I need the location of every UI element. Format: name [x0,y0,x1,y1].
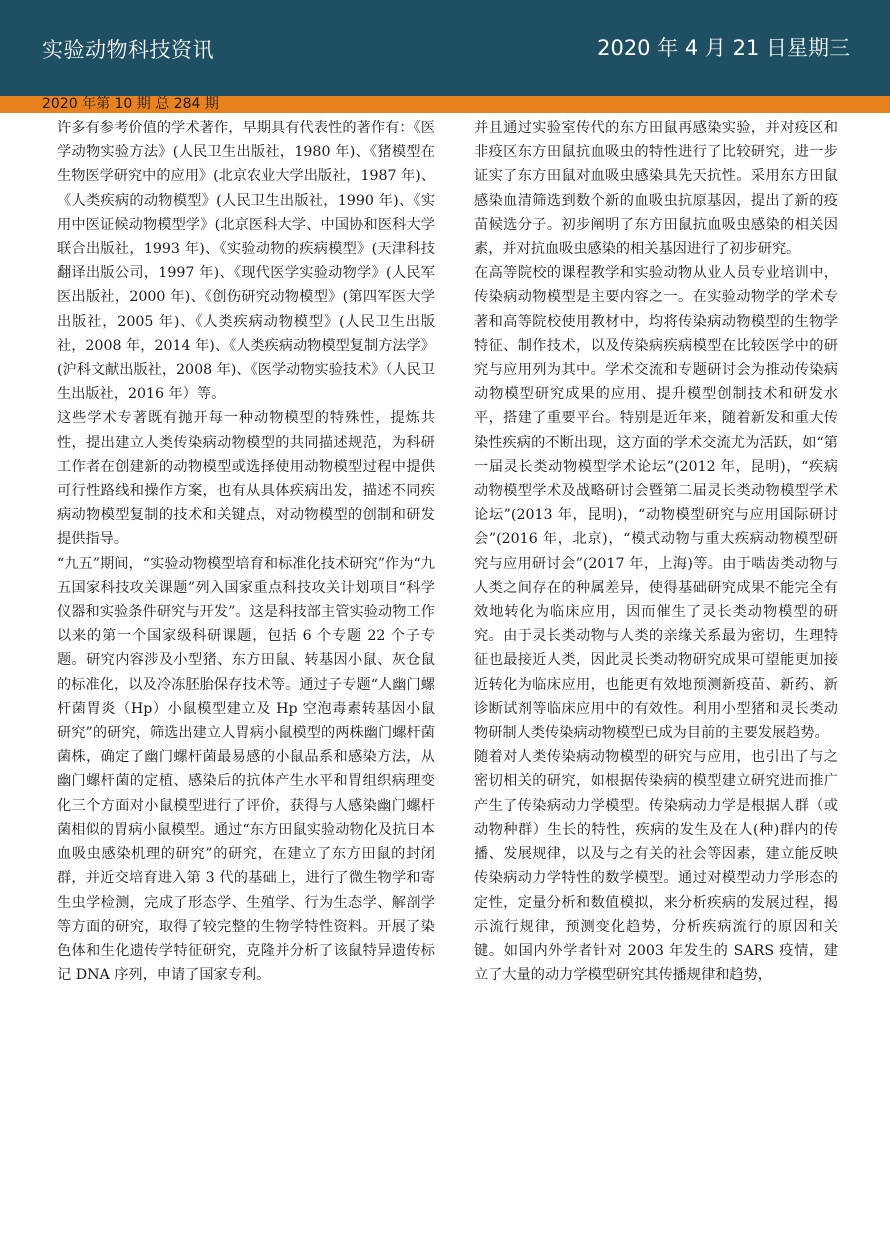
paragraph: 随着对人类传染病动物模型的研究与应用，也引出了与之密切相关的研究，如根据传染病的模型建立研究进而推广产生了传染病动力学模型。传染病动力学是根据人群（或动物种群）生长的特性，疾病的发生及在人(种)群内的传播、发展规律，以及与之有关的社会等因素，建立能反映传染病动力学特性的数学模型。通过对模型动力学形态的定性，定量分析和数值模拟，来分析疾病的发展过程，揭示流行规律，预测变化趋势，分析疾病流行的原因和关键。如国内外学者针对 2003 年发生的 SARS 疫情，建立了大量的动力学模型研究其传播规律和趋势， [474,749,838,984]
page-header [0,0,890,96]
paragraph: “九五”期间，“实验动物模型培育和标准化技术研究”作为“九五国家科技攻关课题”列入国家重点科技攻关计划项目“科学仪器和实验条件研究与开发”。这是科技部主管实验动物工作以来的第一个国家级科研课题，包括 6 个专题 22 个子专题。研究内容涉及小型猪、东方田鼠、转基因小鼠、灰仓鼠的标准化，以及冷冻胚胎保存技术等。通过子专题“人幽门螺杆菌胃炎（Hp）小鼠模型建立及 Hp 空泡毒素转基因小鼠研究”的研究，筛选出建立人胃病小鼠模型的两株幽门螺杆菌菌株，确定了幽门螺杆菌最易感的小鼠品系和感染方法，从幽门螺杆菌的定植、感染后的抗体产生水平和胃组织病理变化三个方面对小鼠模型进行了评价，获得与人感染幽门螺杆菌相似的胃病小鼠模型。通过“东方田鼠实验动物化及抗日本血吸虫感染机理的研究”的研究，在建立了东方田鼠的封闭群，并近交培育进入第 3 代的基础上，进行了微生物学和寄生虫学检测，完成了形态学、生殖学、行为生态学、解剖学等方面的研究，取得了较完整的生物学特性资料。开展了染色体和生化遗传学特征研究，克隆并分析了该鼠特异遗传标记 DNA 序列，申请了国家专利。 [57,555,435,984]
paragraph: 在高等院校的课程教学和实验动物从业人员专业培训中，传染病动物模型是主要内容之一。在实验动物学的学术专著和高等院校使用教材中，均将传染病动物模型的生物学特征、制作技术，以及传染病疾病模型在比较医学中的研究与应用列为其中。学术交流和专题研讨会为推动传染病动物模型研究成果的应用、提升模型创制技术和研发水平，搭建了重要平台。特别是近年来，随着新发和重大传染性疾病的不断出现，这方面的学术交流尤为活跃，如“第一届灵长类动物模型学术论坛”(2012 年，昆明)，“疾病动物模型学术及战略研讨会暨第二届灵长类动物模型学术论坛”(2013 年，昆明)，“动物模型研究与应用国际研讨会”(2016 年，北京)，“模式动物与重大疾病动物模型研究与应用研讨会”(2017 年，上海)等。由于啮齿类动物与人类之间存在的种属差异，使得基础研究成果不能完全有效地转化为临床应用，因而催生了灵长类动物模型的研究。由于灵长类动物与人类的亲缘关系最为密切，生理特征也最接近人类，因此灵长类动物研究成果可望能更加接近转化为临床应用，也能更有效地预测新疫苗、新药、新诊断试剂等临床应用中的有效性。利用小型猪和灵长类动物研制人类传染病动物模型已成为目前的主要发展趋势。 [474,265,838,742]
issue-label: 2020 年第 10 期 总 284 期 [42,96,219,112]
paragraph: 这些学术专著既有抛开每一种动物模型的特殊性，提炼共性，提出建立人类传染病动物模型的共同描述规范，为科研工作者在创建新的动物模型或选择使用动物模型过程中提供可行性路线和操作方案，也有从具体疾病出发，描述不同疾病动物模型复制的技术和关键点，对动物模型的创制和研发提供指导。 [57,410,435,548]
issue-bar [0,96,890,113]
right-column [474,116,838,987]
paragraph: 许多有参考价值的学术著作，早期具有代表性的著作有：《医学动物实验方法》(人民卫生出版社，1980 年)、《猪模型在生物医学研究中的应用》(北京农业大学出版社，1987 年)、《人类疾病的动物模型》(人民卫生出版社，1990 年)、《实用中医证候动物模型学》(北京医科大学、中国协和医科大学联合出版社，1993 年)、《实验动物的疾病模型》(天津科技翻译出版公司，1997 年)、《现代医学实验动物学》(人民军医出版社，2000 年)、《创伤研究动物模型》(第四军医大学出版社，2005 年)、《人类疾病动物模型》(人民卫生出版社，2008 年，2014 年)、《人类疾病动物模型复制方法学》(沪科文献出版社，2008 年)、《医学动物实验技术》（人民卫生出版社，2016 年）等。 [57,120,436,403]
publication-title: 实验动物科技资讯 [42,38,214,62]
publication-date: 2020 年 4 月 21 日星期三 [597,36,850,60]
left-column [57,116,435,987]
paragraph: 并且通过实验室传代的东方田鼠再感染实验，并对疫区和非疫区东方田鼠抗血吸虫的特性进行了比较研究，进一步证实了东方田鼠对血吸虫感染具先天抗性。采用东方田鼠感染血清筛选到数个新的血吸虫抗原基因，提出了新的疫苗候选分子。初步阐明了东方田鼠抗血吸虫感染的相关因素，并对抗血吸虫感染的相关基因进行了初步研究。 [474,120,838,258]
